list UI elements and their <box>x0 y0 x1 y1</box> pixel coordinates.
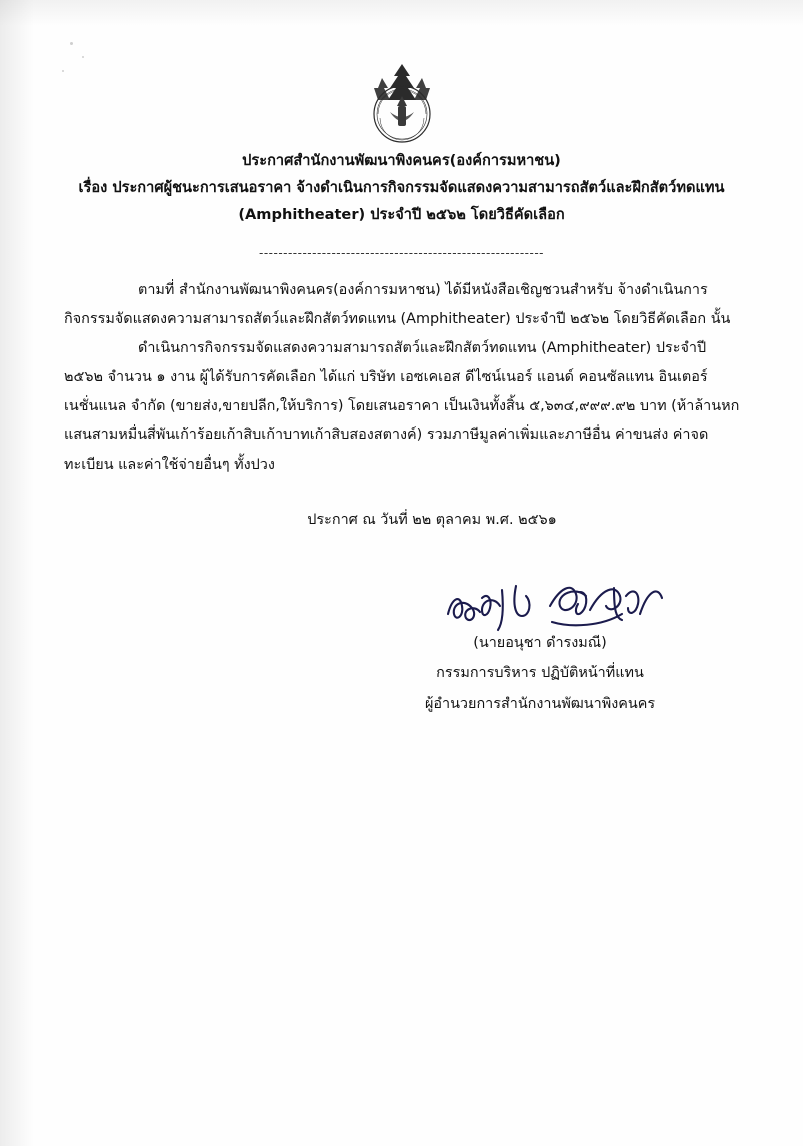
announcement-date: ประกาศ ณ วันที่ ๒๒ ตุลาคม พ.ศ. ๒๕๖๑ <box>307 512 557 528</box>
header-line-1: ประกาศสำนักงานพัฒนาพิงคนคร(องค์การมหาชน) <box>242 152 561 169</box>
header-line-2: เรื่อง ประกาศผู้ชนะการเสนอราคา จ้างดำเนินการกิจกรรมจัดแสดงความสามารถสัตว์และฝึกสัตว์ทดแทน <box>78 178 725 196</box>
organization-seal-icon <box>0 62 803 150</box>
signer-title-1: กรรมการบริหาร ปฏิบัติหน้าที่แทน <box>436 665 644 682</box>
body-paragraph-2-text: ดำเนินการกิจกรรมจัดแสดงความสามารถสัตว์และฝึกสัตว์ทดแทน (Amphitheater) ประจำปี ๒๕๖๒ จำนวน ๑ งาน ผู้ได้รับการคัดเลือก ได้แก่ บริษัท เอซเคเอส ดีไซน์เนอร์ แอนด์ คอนซัลแทน อินเตอร์เนชั่นแนล จำกัด (ขายส่ง,ขายปลีก,ให้บริการ) โดยเสนอราคา เป็นเงินทั้งสิ้น ๕,๖๓๔,๙๙๙.๙๒ บาท (ห้าล้านหกแสนสามหมื่นสี่พันเก้าร้อยเก้าสิบเก้าบาทเก้าสิบสองสตางค์) รวมภาษีมูลค่าเพิ่มและภาษีอื่น ค่าขนส่ง ค่าจดทะเบียน และค่าใช้จ่ายอื่นๆ ทั้งปวง <box>64 340 740 473</box>
signer-name: (นายอนุชา ดำรงมณี) <box>473 635 607 651</box>
body-paragraph-1-text: ตามที่ สำนักงานพัฒนาพิงคนคร(องค์การมหาชน) ได้มีหนังสือเชิญชวนสำหรับ จ้างดำเนินการกิจกรรมจัดแสดงความสามารถสัตว์และฝึกสัตว์ทดแทน (Amphitheater) ประจำปี ๒๕๖๒ โดยวิธีคัดเลือก นั้น <box>64 282 731 328</box>
scan-shadow-top <box>0 0 803 26</box>
body-paragraph-2 <box>64 334 740 479</box>
document-header <box>60 148 743 229</box>
scan-speck <box>82 56 84 58</box>
signer-title-2: ผู้อำนวยการสำนักงานพัฒนาพิงคนคร <box>424 695 656 712</box>
scan-speck <box>70 42 73 45</box>
header-divider: ----------------------------------------------------------- <box>259 246 544 260</box>
signer-block <box>330 628 750 719</box>
scan-shadow-left <box>0 0 34 1146</box>
header-line-3: (Amphitheater) ประจำปี ๒๕๖๒ โดยวิธีคัดเลือก <box>238 205 565 223</box>
body-paragraph-1 <box>64 276 740 334</box>
document-body <box>64 276 740 480</box>
